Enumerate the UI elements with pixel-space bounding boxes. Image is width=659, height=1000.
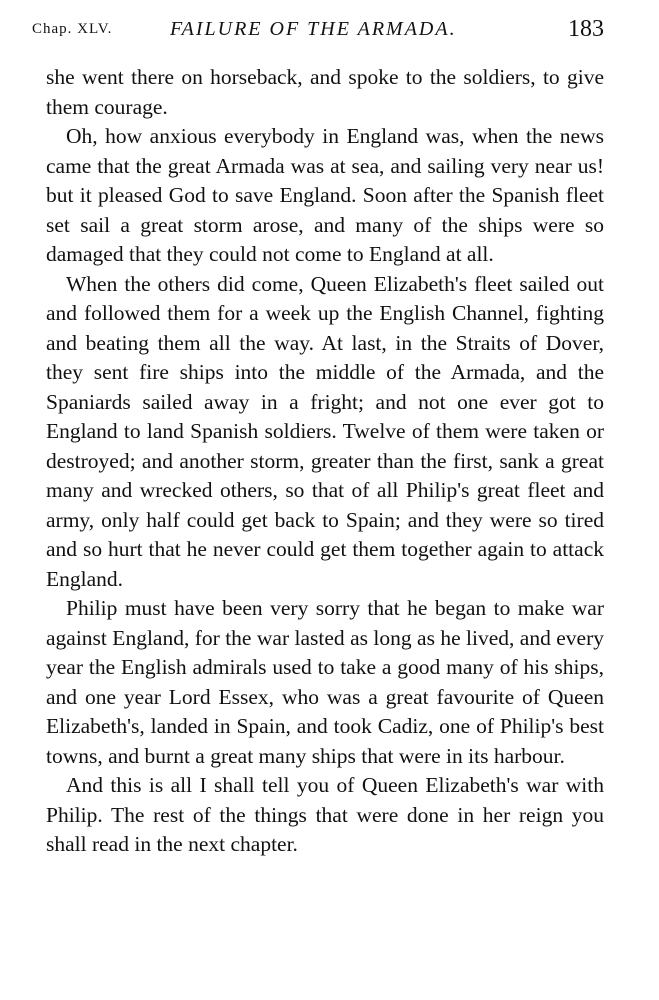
- paragraph: When the others did come, Queen Elizabeth's fleet sailed out and followed them for a week up the English Channel, fighting and beating them all the way. At last, in the Straits of Dover, they sent fire ships into the middle of the Armada, and the Spaniards sailed away in a fright; and not one ever got to England to land Spanish soldiers. Twelve of them were taken or destroyed; and another storm, greater than the first, sank a great many and wrecked others, so that of all Philip's great fleet and army, only half could get back to Spain; and they were so tired and so hurt that he never could get them together again to attack England.: [46, 271, 604, 591]
- book-page: [32, 10, 604, 860]
- paragraph: And this is all I shall tell you of Queen Elizabeth's war with Philip. The rest of the things that were done in her reign you shall read in the next chapter.: [46, 773, 604, 856]
- page-header: [32, 10, 604, 50]
- paragraph-continued: she went there on horseback, and spoke to the soldiers, to give them courage.: [46, 65, 604, 119]
- paragraph: Philip must have been very sorry that he began to make war against England, for the war lasted as long as he lived, and every year the English admirals used to take a good many of his ships, and one year Lord Essex, who was a great favourite of Queen Elizabeth's, landed in Spain, and took Cadiz, one of Philip's best towns, and burnt a great many ships that were in its harbour.: [46, 596, 604, 768]
- running-title: FAILURE OF THE ARMADA.: [170, 18, 457, 40]
- chapter-label: Chap. XLV.: [32, 21, 113, 37]
- body-text: [46, 63, 604, 860]
- page-number: 183: [568, 16, 604, 42]
- paragraph: Oh, how anxious everybody in England was, when the news came that the great Armada was at sea, and sailing very near us! but it pleased God to save England. Soon after the Spanish fleet set sail a great storm arose, and many of the ships were so damaged that they could not come to England at all.: [46, 124, 604, 266]
